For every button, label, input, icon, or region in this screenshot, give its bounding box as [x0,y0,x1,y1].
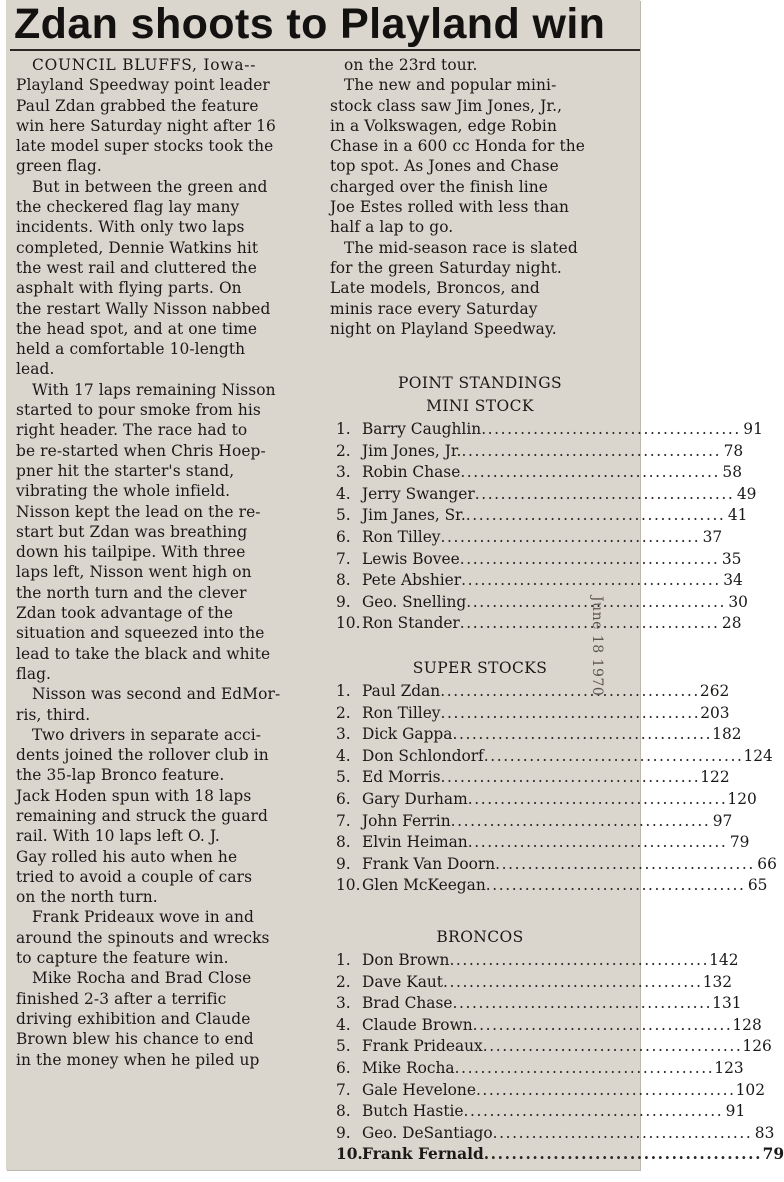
headline-rule [10,49,640,51]
standings-points: 28 [721,614,742,633]
standings-rank: 6. [336,1059,351,1077]
standings-points: 79 [762,1145,784,1164]
standings-points: 30 [728,592,748,611]
standings-rank: 1. [336,951,351,969]
article-line: Chase in a 600 cc Honda for the [330,137,585,156]
standings-rank: 8. [336,571,351,590]
article-line: start but Zdan was breathing [16,522,248,541]
article-line: started to pour smoke from his [16,401,261,420]
standings-points: 41 [727,506,748,525]
article-line: late model super stocks took the [16,137,274,156]
standings-rank: 2. [336,972,351,991]
standings-points: 65 [747,876,768,895]
standings-points: 49 [736,484,757,503]
article-line: Mike Rocha and Brad Close [32,969,252,988]
leader-dots: ........................................ [452,725,713,744]
standings-driver: Ed Morris [362,768,441,787]
standings-points: 120 [727,790,757,808]
standings-driver: Jim Jones, Jr. [362,441,462,460]
article-line: lead. [16,360,55,379]
leader-dots: ........................................ [454,1059,715,1077]
standings-row [336,1014,762,1036]
standings-rank: 3. [336,463,351,482]
standings-points: 79 [729,833,750,852]
standings-points: 66 [757,854,777,873]
standings-driver: Glen McKeegan [362,876,486,895]
standings-driver: Don Brown [362,951,450,969]
standings-points: 131 [712,994,742,1013]
article-line: vibrating the whole infield. [16,482,231,501]
leader-dots: ........................................ [483,1145,763,1164]
article-line: finished 2-3 after a terrific [16,989,227,1008]
article-line: green flag. [16,157,102,176]
standings-row [336,788,757,810]
standings-driver: Mike Rocha [362,1059,455,1077]
article-line: ris, third. [16,705,91,724]
standings-row [336,1057,744,1079]
article-line: COUNCIL BLUFFS, Iowa-- [32,56,257,74]
leader-dots: ........................................ [466,592,726,611]
article-line: in the money when he piled up [16,1050,260,1069]
standings-points: 58 [722,463,743,482]
article-line: for the green Saturday night. [330,258,562,277]
standings-points: 83 [754,1123,775,1142]
article-line: rail. With 10 laps left O. J. [16,827,220,846]
standings-points: 78 [723,441,744,460]
standings-driver: Gary Durham [362,790,468,808]
standings-points: 102 [735,1080,766,1099]
standings-row [336,483,757,505]
standings-rank: 9. [336,1123,351,1142]
article-line: Brown blew his chance to end [16,1030,254,1049]
standings-row [336,548,742,570]
article-line: lead to take the black and white [16,644,271,663]
leader-dots: ........................................ [461,571,721,590]
standings-rank: 5. [336,1037,351,1056]
standings-driver: Elvin Heiman [362,833,468,852]
leader-dots: ........................................ [449,951,710,969]
standings-rank: 2. [336,703,351,722]
leader-dots: ........................................ [440,682,700,700]
standings-rank: 4. [336,484,351,503]
article-left-column [16,55,316,1070]
standings-points: 203 [700,703,730,722]
standings-section-title: MINI STOCK [426,397,534,415]
standings-points: 182 [712,725,742,744]
leader-dots: ........................................ [472,1015,733,1034]
standings-rank: 3. [336,725,351,744]
standings-driver: Dick Gappa [362,725,453,744]
leader-dots: ........................................ [460,463,721,482]
standings-points: 262 [699,682,730,700]
article-line: completed, Dennie Watkins hit [16,238,259,257]
article-line: tried to avoid a couple of cars [16,867,253,886]
leader-dots: ........................................ [450,811,711,830]
standings-row [336,440,744,462]
leader-dots: ........................................ [440,768,701,787]
standings-row [336,971,733,993]
date-stamp: June 18 1970 [589,596,605,697]
article-line: Jack Hoden spun with 18 laps [16,786,252,805]
article-line: Frank Prideaux wove in and [32,908,254,927]
article-line: Two drivers in separate acci- [32,725,262,744]
standings-driver: Claude Brown [362,1015,473,1034]
article-line: Zdan took advantage of the [16,604,234,623]
standings-driver: Geo. Snelling [362,592,467,611]
leader-dots: ........................................ [467,790,728,808]
standings-driver: Brad Chase [362,994,453,1013]
standings-section-title: SUPER STOCKS [412,659,548,677]
standings-driver: Frank Van Doorn [362,854,496,873]
standings-section-title: BRONCOS [436,928,524,946]
article-line: Playland Speedway point leader [16,76,270,95]
article-line: The new and popular mini- [344,76,557,95]
standings-rank: 3. [336,994,351,1013]
standings-rank: 10. [336,876,361,895]
standings-points: 126 [742,1037,772,1056]
standings-driver: Ron Tilley [362,528,441,546]
standings-rank: 5. [336,506,351,525]
leader-dots: ........................................ [475,1080,736,1099]
article-line: in a Volkswagen, edge Robin [330,116,557,135]
standings-points: 124 [743,746,773,765]
leader-dots: ........................................ [483,746,744,765]
article-line: the head spot, and at one time [16,319,258,338]
leader-dots: ........................................ [459,549,720,568]
article-line: flag. [16,664,52,683]
article-line: With 17 laps remaining Nisson [32,380,276,399]
article-line: held a comfortable 10-length [16,340,246,359]
leader-dots: ........................................ [482,1037,743,1056]
standings-row [336,1079,766,1101]
standings-row [336,745,773,767]
standings-rank: 1. [336,420,351,438]
standings-rank: 7. [336,549,351,568]
article-line: pner hit the starter's stand, [16,461,235,480]
leader-dots: ........................................ [492,1123,753,1142]
standings-row [336,810,733,832]
article-line: around the spinouts and wrecks [16,928,270,947]
article-line: Gay rolled his auto when he [16,847,238,866]
leader-dots: ........................................ [440,703,701,722]
standings-row [336,723,742,745]
standings-row [336,418,763,440]
standings-row [336,831,750,853]
standings-rank: 8. [336,833,351,852]
newspaper-clipping [6,0,784,1170]
standings-rank: 1. [336,682,351,700]
leader-dots: ........................................ [459,614,720,633]
standings-driver: Gale Hevelone [362,1080,476,1099]
article-line: driving exhibition and Claude [16,1009,251,1028]
article-line: But in between the green and [32,177,268,196]
standings-rank: 8. [336,1102,351,1121]
standings-row [336,853,777,875]
article-line: half a lap to go. [330,218,454,237]
standings-driver: Dave Kaut [362,972,443,991]
standings-row [336,504,748,526]
article-line: charged over the finish line [330,177,549,196]
standings-rank: 6. [336,790,351,808]
article-line: stock class saw Jim Jones, Jr., [330,96,563,115]
article-line: Paul Zdan grabbed the feature [16,96,259,115]
standings-points: 91 [743,420,763,438]
article-line: win here Saturday night after 16 [16,116,276,135]
standings-driver: Jerry Swanger [362,484,475,503]
standings-points: 122 [700,768,730,787]
standings-row [336,461,743,483]
standings-row [336,1035,772,1057]
standings-rank: 4. [336,746,351,765]
article-line: the 35-lap Bronco feature. [16,766,225,785]
standings-points: 97 [712,811,733,830]
article-line: top spot. As Jones and Chase [330,157,559,176]
standings-rank: 10. [336,614,361,633]
article-line: Joe Estes rolled with less than [330,198,570,217]
article-line: the checkered flag lay many [16,198,240,217]
standings-driver: Pete Abshier [362,571,462,590]
standings-driver: Jim Janes, Sr. [362,506,466,525]
standings-row [336,874,768,896]
article-line: the restart Wally Nisson nabbed [16,299,271,318]
standings-points: 132 [702,972,733,991]
leader-dots: ........................................ [465,506,726,525]
leader-dots: ........................................ [442,972,703,991]
standings-driver: Frank Prideaux [362,1037,483,1056]
article-line: situation and squeezed into the [16,624,265,643]
article-line: Nisson was second and EdMor- [32,685,281,704]
standings-rank: 6. [336,528,351,546]
article-line: Late models, Broncos, and [330,279,540,298]
standings-points: 128 [732,1015,762,1034]
article-line: incidents. With only two laps [16,218,245,237]
standings-rank: 2. [336,441,351,460]
article-line: remaining and struck the guard [16,806,268,825]
standings-points: 34 [723,571,743,590]
article-line: the north turn and the clever [16,583,247,602]
standings-points: 142 [709,951,739,969]
standings-row [336,1143,784,1165]
standings-row [336,992,742,1014]
article-line: on the 23rd tour. [344,56,478,74]
standings-row [336,702,730,724]
standings-driver: Butch Hastie [362,1102,464,1121]
standings-driver: Don Schlondorf [362,746,484,765]
standings-rank: 10. [336,1145,363,1164]
standings-driver: Paul Zdan [362,682,441,700]
standings-driver: Ron Stander [362,614,460,633]
standings-driver: John Ferrin [362,811,451,830]
standings-points: 91 [725,1102,746,1121]
standings-points: 37 [702,528,723,546]
article-line: on the north turn. [16,888,158,907]
article-line: The mid-season race is slated [344,238,578,257]
article-line: right header. The race had to [16,421,248,440]
article-line: minis race every Saturday [330,299,538,318]
standings-driver: Ron Tilley [362,703,441,722]
standings-driver: Frank Fernald [362,1145,484,1164]
leader-dots: ........................................ [485,876,746,895]
article-line: dents joined the rollover club in [16,746,269,765]
standings-driver: Barry Caughlin [362,420,482,438]
standings-rank: 7. [336,1080,351,1099]
article-line: be re-started when Chris Hoep- [16,441,266,460]
standings-row [336,1100,746,1122]
standings-rank: 7. [336,811,351,830]
article-line: asphalt with flying parts. On [16,279,242,298]
leader-dots: ........................................ [481,420,741,438]
article-line: night on Playland Speedway. [330,319,557,338]
leader-dots: ........................................ [452,994,713,1013]
standings-driver: Robin Chase [362,463,461,482]
standings-row [336,569,743,591]
leader-dots: ........................................ [495,854,755,873]
standings-rank: 9. [336,854,351,873]
standings-driver: Geo. DeSantiago [362,1123,493,1142]
leader-dots: ........................................ [440,528,701,546]
article-line: laps left, Nisson went high on [16,563,252,582]
standings-driver: Lewis Bovee [362,549,460,568]
article-line: to capture the feature win. [16,949,229,968]
article-line: down his tailpipe. With three [16,543,246,562]
standings-points: 123 [714,1059,744,1077]
leader-dots: ........................................ [461,441,722,460]
standings-rank: 5. [336,768,351,787]
standings-title: POINT STANDINGS [397,374,563,392]
leader-dots: ........................................ [474,484,735,503]
standings-row [336,526,723,548]
article-line: the west rail and cluttered the [16,258,257,277]
standings-row [336,1122,775,1144]
standings-rank: 9. [336,592,351,611]
standings-rank: 4. [336,1015,351,1034]
standings-row [336,766,730,788]
leader-dots: ........................................ [467,833,728,852]
article-line: Nisson kept the lead on the re- [16,502,261,521]
standings-points: 35 [721,549,742,568]
leader-dots: ........................................ [463,1102,724,1121]
headline: Zdan shoots to Playland win [14,0,606,48]
standings-row [336,949,739,971]
